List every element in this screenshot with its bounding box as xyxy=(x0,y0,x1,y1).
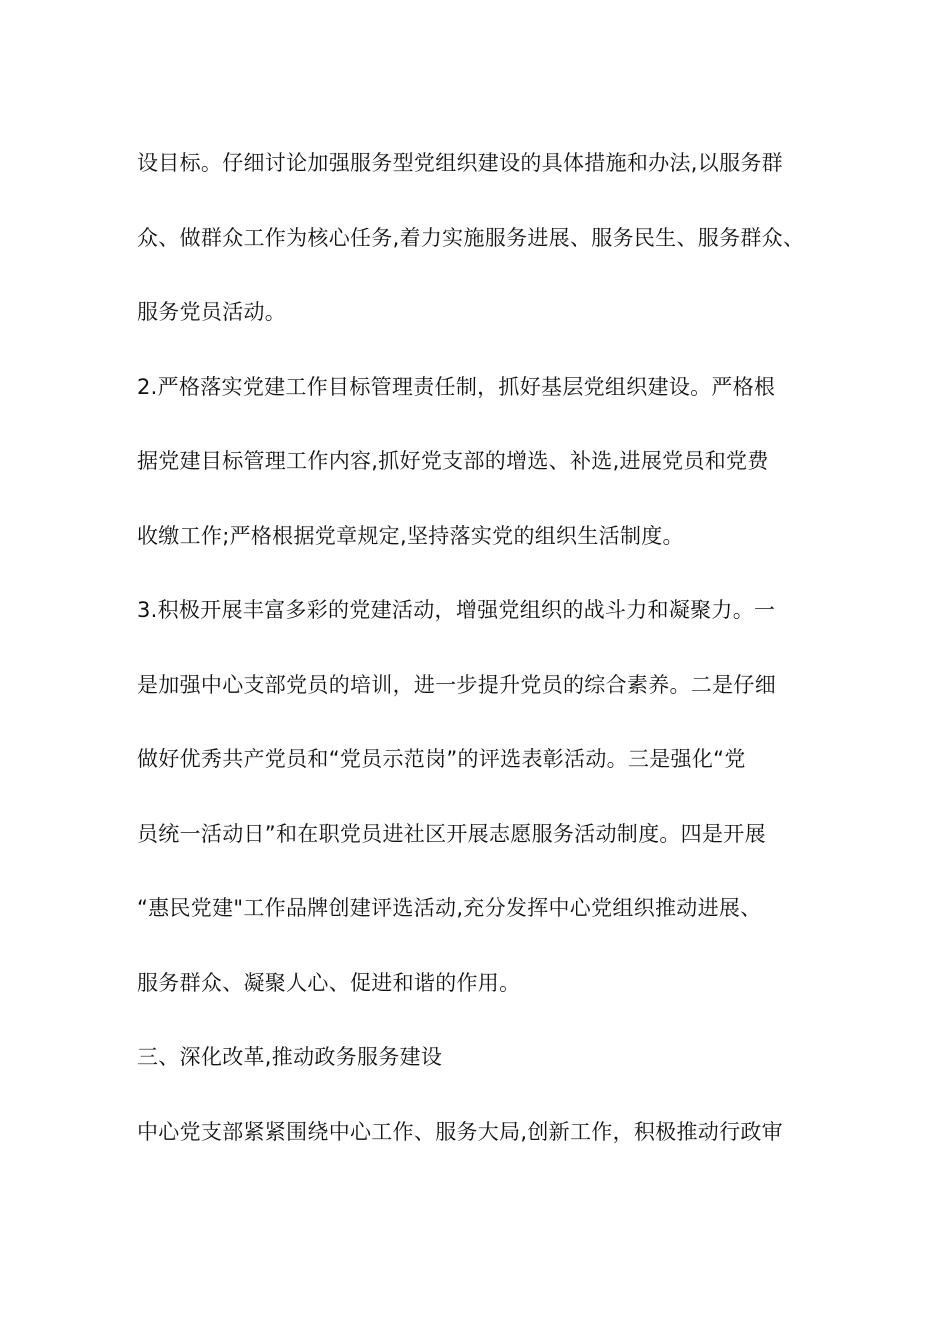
section-heading: 三、深化改革,推动政务服务建设 xyxy=(137,1045,443,1069)
document-body xyxy=(137,143,837,1186)
text-line: 服务群众、凝聚人心、促进和谐的作用。 xyxy=(137,970,521,995)
text-line: 2.严格落实党建工作目标管理责任制，抓好基层党组织建设。严格根 xyxy=(137,374,776,399)
text-line: 众、做群众工作为核心任务,着力实施服务进展、服务民生、服务群众、 xyxy=(137,225,805,250)
text-line: 设目标。仔细讨论加强服务型党组织建设的具体措施和办法,以服务群 xyxy=(137,151,783,175)
text-line: 服务党员活动。 xyxy=(137,300,287,324)
text-line: 3.积极开展丰富多彩的党建活动，增强党组织的战斗力和凝聚力。一 xyxy=(137,598,776,622)
text-line: 做好优秀共产党员和“党员示范岗”的评选表彰活动。三是强化“党 xyxy=(137,747,746,771)
text-line: 据党建目标管理工作内容,抓好党支部的增选、补选,进展党员和党费 xyxy=(137,449,769,473)
text-line: 是加强中心支部党员的培训，进一步提升党员的综合素养。二是仔细 xyxy=(137,672,776,697)
text-line: “惠民党建"工作品牌创建评选活动,充分发挥中心党组织推动进展、 xyxy=(137,896,762,920)
text-line: 员统一活动日”和在职党员进社区开展志愿服务活动制度。四是开展 xyxy=(137,821,766,846)
text-line: 中心党支部紧紧围绕中心工作、服务大局,创新工作，积极推动行政审 xyxy=(137,1119,783,1144)
text-line: 收缴工作;严格根据党章规定,坚持落实党的组织生活制度。 xyxy=(137,523,684,548)
